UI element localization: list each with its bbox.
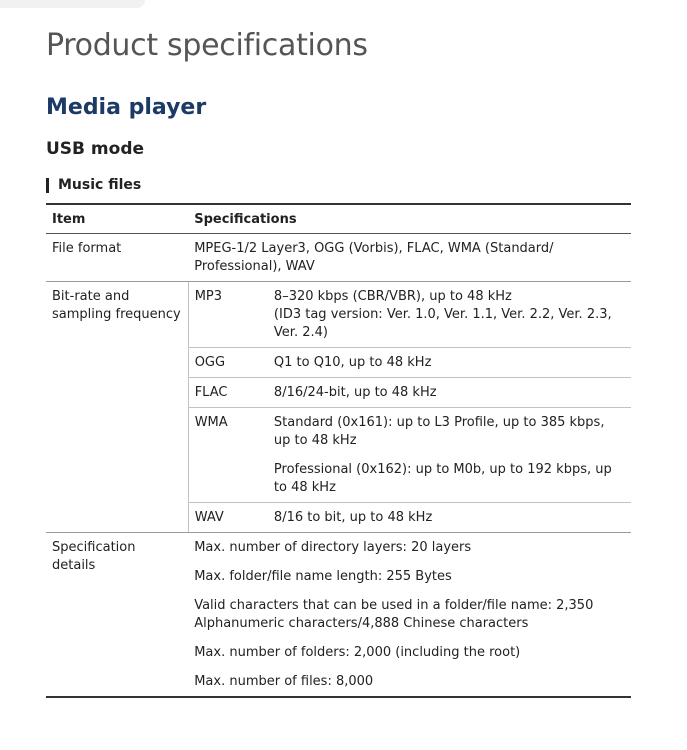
table-header-row (46, 204, 631, 234)
section-title: Media player (46, 95, 207, 120)
item-file-format: File format (46, 234, 188, 282)
page-title: Product specifications (46, 28, 368, 63)
subheading (46, 175, 141, 195)
value-ogg: Q1 to Q10, up to 48 kHz (268, 348, 631, 378)
detail-row: Max. number of directory layers: 20 layers (194, 540, 472, 555)
item-details: Specification details (46, 533, 188, 698)
spec-table (46, 203, 631, 698)
detail-row: Max. folder/file name length: 255 Bytes (194, 569, 452, 584)
value-wav: 8/16 to bit, up to 48 kHz (268, 503, 631, 533)
value-mp3 (268, 282, 631, 348)
value-wma-standard: Standard (0x161): up to L3 Profile, up to 385 kbps, up to 48 kHz (273, 415, 605, 448)
table-row (46, 234, 631, 282)
codec-wma: WMA (188, 408, 268, 503)
table-row (46, 282, 631, 348)
top-bar (0, 0, 145, 8)
value-mp3-main: 8–320 kbps (CBR/VBR), up to 48 kHz (273, 289, 512, 304)
subheading-bar (46, 178, 49, 193)
detail-row: Max. number of folders: 2,000 (including the root) (194, 645, 521, 660)
detail-row: Valid characters that can be used in a folder/file name: 2,350 Alphanumeric characters/4,888 Chinese characters (194, 598, 594, 631)
codec-flac: FLAC (188, 378, 268, 408)
header-item: Item (46, 204, 188, 234)
item-bitrate: Bit-rate and sampling frequency (46, 282, 188, 533)
codec-ogg: OGG (188, 348, 268, 378)
value-mp3-note: (ID3 tag version: Ver. 1.0, Ver. 1.1, Ver. 2.2, Ver. 2.3, Ver. 2.4) (273, 307, 612, 340)
value-file-format: MPEG-1/2 Layer3, OGG (Vorbis), FLAC, WMA (Standard/ Professional), WAV (188, 234, 631, 282)
codec-wav: WAV (188, 503, 268, 533)
header-specifications: Specifications (188, 204, 631, 234)
detail-row: Max. number of files: 8,000 (188, 667, 631, 697)
value-wma-professional: Professional (0x162): up to M0b, up to 192 kbps, up to 48 kHz (268, 455, 631, 503)
codec-mp3: MP3 (188, 282, 268, 348)
subsection-title: USB mode (46, 139, 145, 159)
table-row (46, 533, 631, 563)
value-flac: 8/16/24-bit, up to 48 kHz (268, 378, 631, 408)
subheading-label: Music files (58, 177, 142, 193)
